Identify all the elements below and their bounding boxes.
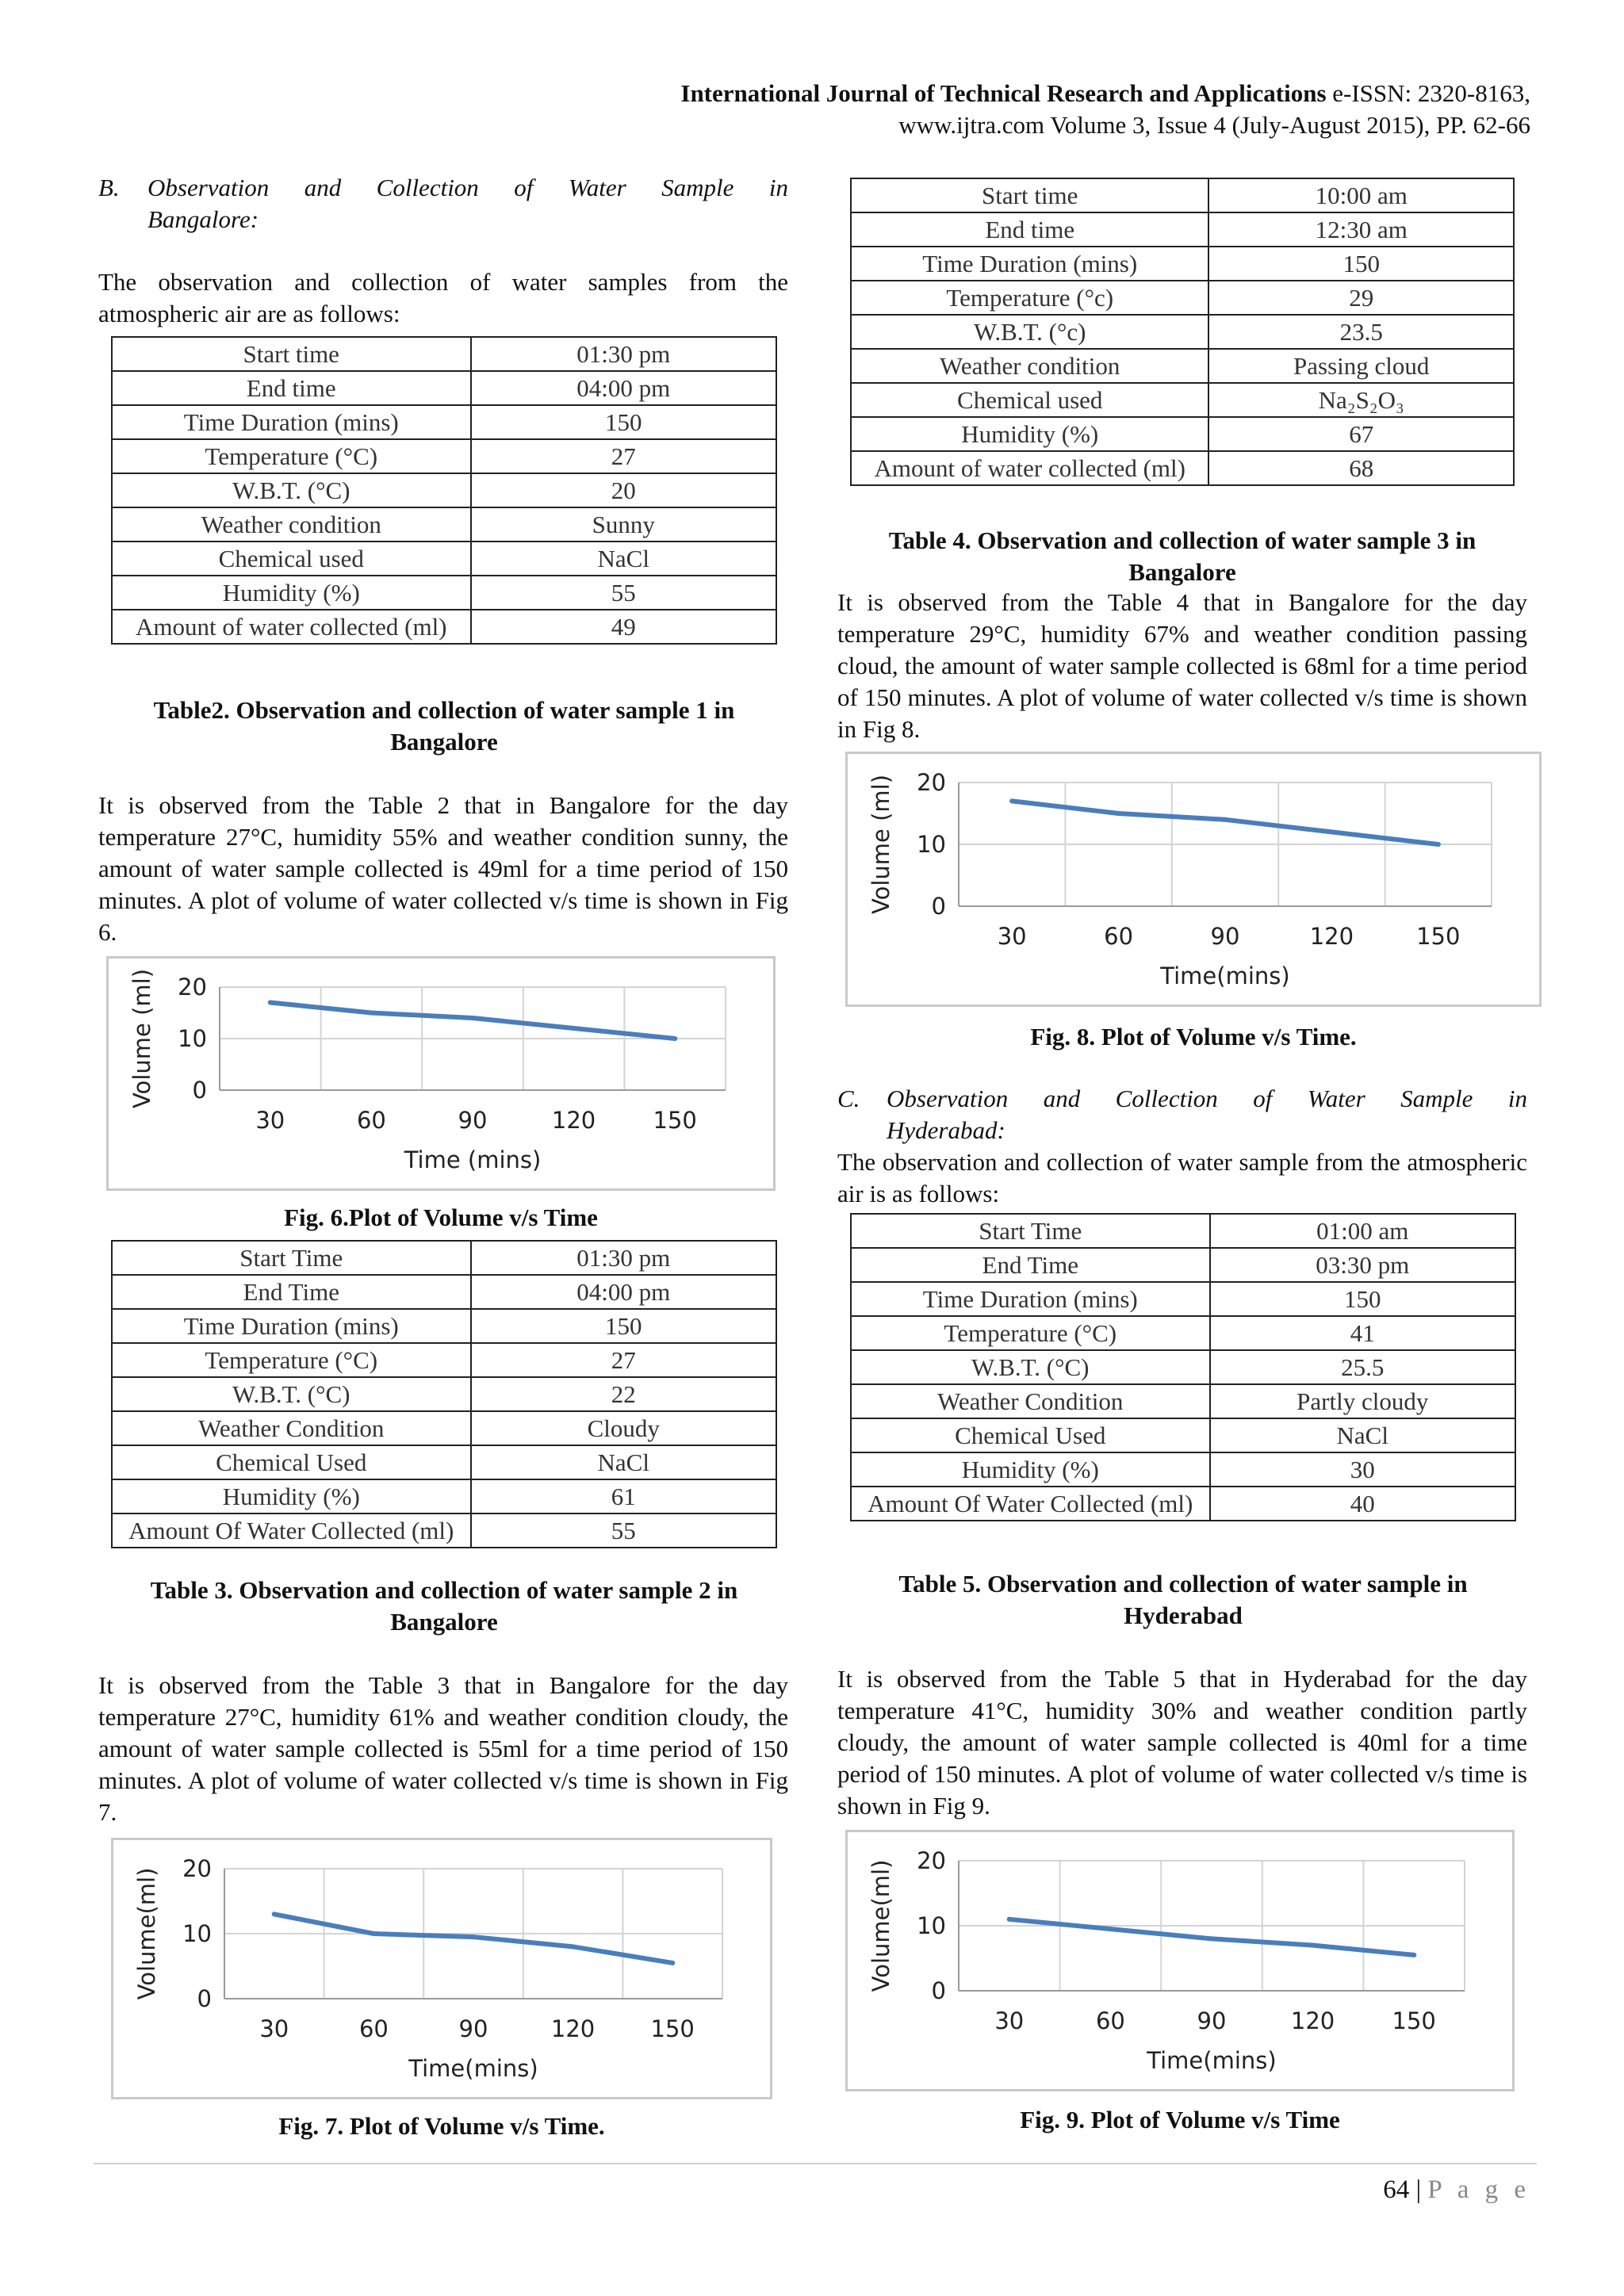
table-row: [851, 178, 1514, 212]
table-cell-parameter: Weather condition: [851, 349, 1208, 383]
table-cell-parameter: Chemical used: [851, 383, 1208, 417]
data-point: [1411, 1953, 1416, 1957]
table-cell-value: 23.5: [1208, 315, 1514, 349]
section-heading-c: [837, 1083, 1527, 1146]
section-title: Observation and Collection of Water Sample in: [887, 1085, 1527, 1112]
y-axis-label: Volume(ml): [868, 1859, 894, 1992]
x-tick-label: 120: [1309, 923, 1354, 950]
data-point: [672, 1036, 677, 1041]
table-row: [851, 1418, 1515, 1452]
table-cell-value: 61: [471, 1479, 776, 1513]
table-cell-parameter: Amount of water collected (ml): [851, 451, 1208, 485]
table-cell-value: 68: [1208, 451, 1514, 485]
table-row: [112, 1241, 776, 1275]
data-point: [369, 1011, 373, 1016]
table-cell-parameter: Humidity (%): [851, 417, 1208, 451]
table-row: [851, 1316, 1515, 1350]
data-point: [1009, 798, 1014, 803]
y-tick-label: 10: [917, 831, 946, 858]
data-point: [1209, 1936, 1214, 1941]
table-cell-value: 27: [471, 439, 776, 473]
table-4-caption: Table 4. Observation and collection of water sample 3 in Bangalore: [888, 526, 1477, 586]
table-cell-value: 55: [471, 1513, 776, 1548]
table-cell-parameter: Amount of water collected (ml): [112, 610, 471, 644]
table-row: [112, 610, 776, 644]
data-point: [1223, 817, 1228, 822]
fig6-caption: Fig. 6.Plot of Volume v/s Time: [284, 1203, 598, 1231]
y-tick-label: 20: [182, 1855, 212, 1882]
x-tick-label: 60: [358, 2015, 389, 2042]
journal-volume-line: www.ijtra.com Volume 3, Issue 4 (July-August 2015), PP. 62-66: [898, 111, 1530, 139]
paragraph-after-table-2: It is observed from the Table 2 that in Bangalore for the day temperature 27°C, humidity 55% and weather condition sunny, the amount of water sample collected is 49ml for a time period of 150 minutes. A plot of volume of water collected v/s time is shown in Fig 6.: [98, 791, 788, 946]
table-row: [851, 1214, 1515, 1248]
x-tick-label: 90: [458, 1107, 488, 1134]
table-cell-value: 10:00 am: [1208, 178, 1514, 212]
y-axis-label: Volume (ml): [868, 774, 894, 915]
table-5: [850, 1213, 1516, 1521]
table-cell-parameter: Humidity (%): [112, 576, 471, 610]
table-cell-value: 41: [1210, 1316, 1515, 1350]
table-cell-value: 04:00 pm: [471, 1275, 776, 1309]
table-cell-value: 22: [471, 1377, 776, 1411]
table-cell-parameter: Start time: [851, 178, 1208, 212]
table-row: [112, 439, 776, 473]
table-cell-value: 30: [1210, 1452, 1515, 1487]
table-cell-value: 03:30 pm: [1210, 1248, 1515, 1282]
paragraph-after-table-4: It is observed from the Table 4 that in Bangalore for the day temperature 29°C, humidity 67% and weather condition passing cloud, the amount of water sample collected is 68ml for a time period of 150 minutes. A plot of volume of water collected v/s time is shown in Fig 8.: [837, 588, 1527, 743]
section-heading-b: [98, 172, 788, 235]
table-cell-parameter: W.B.T. (°c): [851, 315, 1208, 349]
table-2-caption: Table2. Observation and collection of water sample 1 in Bangalore: [153, 696, 735, 756]
table-row: [112, 371, 776, 405]
fig6-chart: [106, 956, 776, 1191]
table-cell-parameter: Weather condition: [112, 507, 471, 541]
table-row: [112, 473, 776, 507]
table-cell-value: NaCl: [1210, 1418, 1515, 1452]
table-row: [851, 1248, 1515, 1282]
table-row: [851, 1384, 1515, 1418]
page-separator: |: [1409, 2175, 1428, 2204]
x-tick-label: 120: [1290, 2007, 1335, 2034]
table-cell-parameter: Chemical Used: [112, 1445, 471, 1479]
data-point: [571, 1944, 576, 1949]
table-cell-value: 150: [1210, 1282, 1515, 1316]
section-label: B.: [98, 174, 120, 201]
paragraph-b-intro: The observation and collection of water samples from the atmospheric air are as follows:: [98, 268, 788, 327]
x-tick-label: 60: [1095, 2007, 1125, 2034]
table-cell-parameter: Time Duration (mins): [112, 405, 471, 439]
table-2: [111, 336, 777, 645]
table-cell-parameter: Start Time: [851, 1214, 1210, 1248]
line-chart-svg: [848, 754, 1539, 1004]
table-cell-parameter: Temperature (°C): [112, 1343, 471, 1377]
table-cell-parameter: Temperature (°c): [851, 281, 1208, 315]
table-cell-value: 150: [471, 1309, 776, 1343]
table-cell-parameter: Weather Condition: [851, 1384, 1210, 1418]
data-point: [1311, 1943, 1316, 1948]
x-axis-label: Time (mins): [404, 1146, 542, 1173]
table-row: [112, 1343, 776, 1377]
fig7-chart: [111, 1838, 772, 2099]
x-tick-label: 120: [550, 2015, 596, 2042]
table-row: [851, 1452, 1515, 1487]
table-cell-parameter: W.B.T. (°C): [112, 1377, 471, 1411]
table-row: [112, 1479, 776, 1513]
x-tick-label: 90: [1197, 2007, 1227, 2034]
fig8-caption: Fig. 8. Plot of Volume v/s Time.: [1030, 1023, 1357, 1050]
journal-name: International Journal of Technical Research and Applications: [680, 79, 1327, 107]
table-cell-parameter: Time Duration (mins): [851, 247, 1208, 281]
table-row: [851, 349, 1514, 383]
page-number: [1383, 2174, 1530, 2206]
table-cell-parameter: Amount Of Water Collected (ml): [851, 1487, 1210, 1521]
table-row: [851, 417, 1514, 451]
data-point: [471, 1934, 476, 1939]
table-row: [851, 212, 1514, 247]
table-row: [112, 576, 776, 610]
table-row: [851, 1487, 1515, 1521]
table-cell-value: Sunny: [471, 507, 776, 541]
table-cell-value: Cloudy: [471, 1411, 776, 1445]
table-cell-parameter: Amount Of Water Collected (ml): [112, 1513, 471, 1548]
series-line: [270, 1003, 675, 1039]
data-point: [1116, 811, 1121, 816]
y-tick-label: 20: [917, 1847, 946, 1874]
y-axis-label: Volume(ml): [133, 1867, 160, 2000]
section-label: C.: [837, 1085, 860, 1112]
fig8-chart: [845, 752, 1542, 1007]
table-row: [112, 1513, 776, 1548]
data-point: [1329, 829, 1334, 834]
section-title: Observation and Collection of Water Sample in: [147, 174, 788, 201]
footer-divider: [94, 2163, 1537, 2164]
page-word: P a g e: [1427, 2175, 1530, 2204]
table-cell-value: 04:00 pm: [471, 371, 776, 405]
table-cell-value: 29: [1208, 281, 1514, 315]
y-tick-label: 20: [917, 769, 946, 796]
x-tick-label: 30: [255, 1107, 285, 1134]
table-cell-parameter: Weather Condition: [112, 1411, 471, 1445]
x-tick-label: 150: [1416, 923, 1461, 950]
table-cell-parameter: Temperature (°C): [112, 439, 471, 473]
x-axis-label: Time(mins): [1147, 2047, 1277, 2074]
table-cell-value: NaCl: [471, 1445, 776, 1479]
journal-header: [680, 78, 1530, 141]
data-point: [268, 1001, 273, 1005]
x-axis-label: Time(mins): [1160, 962, 1290, 989]
data-point: [470, 1016, 475, 1020]
line-chart-svg: [113, 1840, 770, 2097]
table-cell-parameter: Chemical Used: [851, 1418, 1210, 1452]
table-row: [112, 1275, 776, 1309]
table-cell-parameter: Chemical used: [112, 541, 471, 576]
table-cell-parameter: End Time: [112, 1275, 471, 1309]
paragraph-after-table-3: It is observed from the Table 3 that in Bangalore for the day temperature 27°C, humidity 61% and weather condition cloudy, the amount of water sample collected is 55ml for a time period of 150 minutes. A plot of volume of water collected v/s time is shown in Fig 7.: [98, 1671, 788, 1826]
data-point: [670, 1961, 675, 1965]
y-tick-label: 20: [178, 974, 207, 1001]
y-tick-label: 10: [917, 1912, 946, 1939]
x-axis-label: Time(mins): [408, 2055, 538, 2082]
table-cell-value: 01:30 pm: [471, 1241, 776, 1275]
x-tick-label: 60: [1104, 923, 1134, 950]
table-cell-parameter: Start time: [112, 337, 471, 371]
data-point: [272, 1911, 277, 1916]
data-point: [1108, 1927, 1113, 1931]
table-row: [851, 451, 1514, 485]
table-cell-parameter: Temperature (°C): [851, 1316, 1210, 1350]
table-cell-parameter: W.B.T. (°C): [112, 473, 471, 507]
table-cell-value: 150: [471, 405, 776, 439]
table-cell-parameter: End time: [851, 212, 1208, 247]
table-row: [112, 1445, 776, 1479]
table-row: [851, 315, 1514, 349]
table-cell-value: 67: [1208, 417, 1514, 451]
table-3-caption: Table 3. Observation and collection of water sample 2 in Bangalore: [150, 1576, 738, 1636]
table-cell-parameter: Time Duration (mins): [112, 1309, 471, 1343]
table-row: [851, 281, 1514, 315]
table-cell-parameter: Start Time: [112, 1241, 471, 1275]
x-tick-label: 150: [1392, 2007, 1436, 2034]
x-tick-label: 30: [259, 2015, 289, 2042]
table-cell-value: 55: [471, 576, 776, 610]
table-row: [851, 247, 1514, 281]
table-row: [851, 1282, 1515, 1316]
x-tick-label: 30: [997, 923, 1027, 950]
x-tick-label: 90: [1210, 923, 1240, 950]
table-cell-value: 40: [1210, 1487, 1515, 1521]
table-cell-value: Partly cloudy: [1210, 1384, 1515, 1418]
y-tick-label: 0: [931, 1977, 946, 2004]
data-point: [572, 1026, 576, 1031]
table-3: [111, 1240, 777, 1548]
page-number-value: 64: [1383, 2175, 1410, 2204]
table-cell-value: Passing cloud: [1208, 349, 1514, 383]
y-axis-label: Volume (ml): [128, 968, 155, 1109]
table-row: [112, 1309, 776, 1343]
table-cell-value: 49: [471, 610, 776, 644]
table-cell-value: 150: [1208, 247, 1514, 281]
table-row: [112, 405, 776, 439]
table-cell-parameter: Time Duration (mins): [851, 1282, 1210, 1316]
x-tick-label: 60: [356, 1107, 386, 1134]
table-row: [851, 383, 1514, 417]
y-tick-label: 10: [178, 1025, 207, 1052]
section-title-cont: Bangalore:: [147, 205, 259, 233]
table-cell-value: 12:30 am: [1208, 212, 1514, 247]
section-title-cont: Hyderabad:: [887, 1116, 1005, 1144]
table-row: [112, 1411, 776, 1445]
table-row: [112, 1377, 776, 1411]
y-tick-label: 0: [197, 1985, 212, 2012]
table-cell-parameter: W.B.T. (°C): [851, 1350, 1210, 1384]
table-cell-parameter: Humidity (%): [112, 1479, 471, 1513]
data-point: [1436, 842, 1441, 847]
table-4: [850, 178, 1515, 486]
table-cell-value: 25.5: [1210, 1350, 1515, 1384]
journal-issn: e-ISSN: 2320-8163,: [1326, 79, 1530, 107]
table-5-caption: Table 5. Observation and collection of water sample in Hyderabad: [898, 1570, 1468, 1629]
table-cell-value: Na₂S₂O₃: [1208, 383, 1514, 417]
fig7-caption: Fig. 7. Plot of Volume v/s Time.: [278, 2112, 605, 2140]
y-tick-label: 10: [182, 1920, 212, 1947]
fig9-caption: Fig. 9. Plot of Volume v/s Time: [1020, 2106, 1340, 2133]
table-cell-value: 27: [471, 1343, 776, 1377]
table-cell-value: 01:30 pm: [471, 337, 776, 371]
table-cell-value: 01:00 am: [1210, 1214, 1515, 1248]
data-point: [1007, 1917, 1012, 1922]
fig9-chart: [845, 1830, 1515, 2091]
table-row: [112, 337, 776, 371]
line-chart-svg: [848, 1832, 1512, 2089]
x-tick-label: 150: [653, 1107, 697, 1134]
paragraph-after-table-5: It is observed from the Table 5 that in Hyderabad for the day temperature 41°C, humidity 30% and weather condition partly cloudy, the amount of water sample collected is 40ml for a time period of 150 minutes. A plot of volume of water collected v/s time is shown in Fig 9.: [837, 1665, 1527, 1820]
line-chart-svg: [109, 959, 773, 1188]
table-row: [112, 541, 776, 576]
table-cell-parameter: End Time: [851, 1248, 1210, 1282]
series-line: [1012, 801, 1438, 844]
x-tick-label: 90: [458, 2015, 488, 2042]
table-row: [112, 507, 776, 541]
x-tick-label: 150: [650, 2015, 695, 2042]
table-cell-value: 20: [471, 473, 776, 507]
table-cell-value: NaCl: [471, 541, 776, 576]
y-tick-label: 0: [931, 893, 946, 920]
paragraph-c-intro: The observation and collection of water sample from the atmospheric air is as follows:: [837, 1148, 1527, 1207]
data-point: [371, 1931, 376, 1936]
x-tick-label: 120: [551, 1107, 596, 1134]
table-cell-parameter: End time: [112, 371, 471, 405]
x-tick-label: 30: [994, 2007, 1025, 2034]
table-row: [851, 1350, 1515, 1384]
y-tick-label: 0: [192, 1077, 207, 1104]
table-cell-parameter: Humidity (%): [851, 1452, 1210, 1487]
